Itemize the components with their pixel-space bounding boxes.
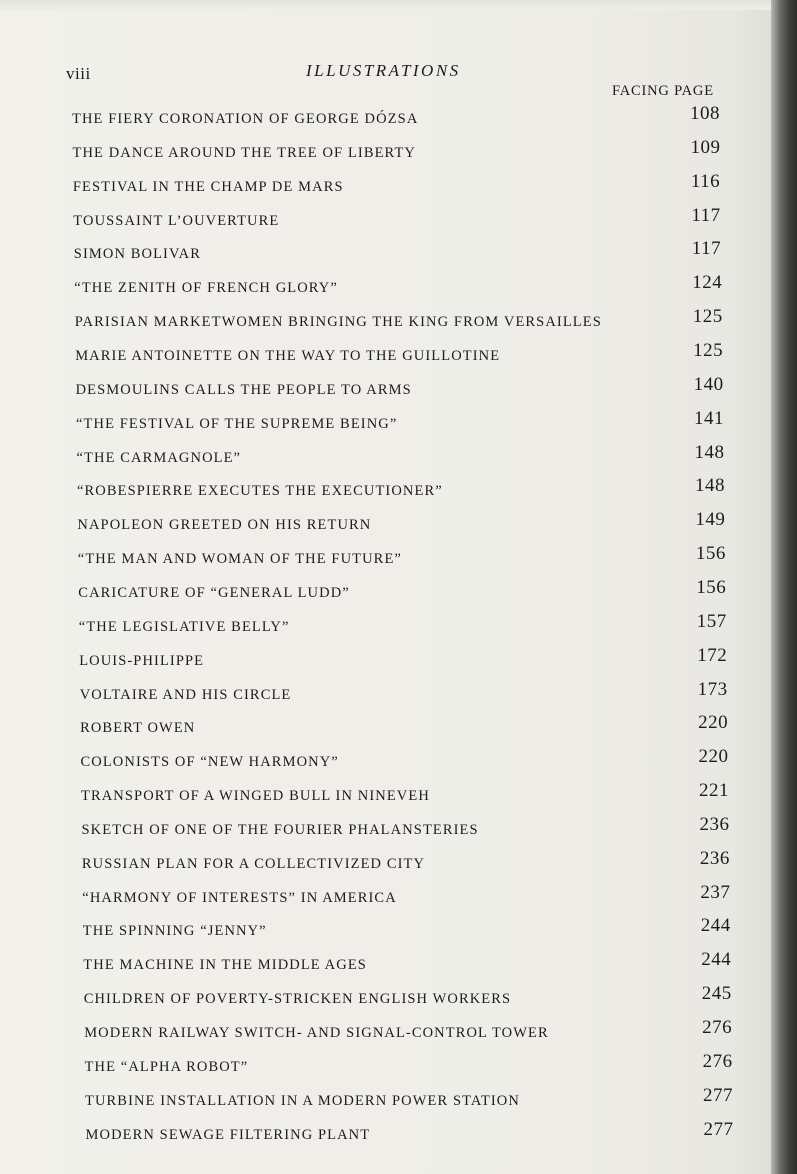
illustration-title: CHILDREN OF POVERTY-STRICKEN ENGLISH WORKERS [83,991,512,1008]
illustration-title: TRANSPORT OF A WINGED BULL IN NINEVEH [81,788,430,804]
facing-page-number: 109 [690,136,721,158]
facing-page-number: 245 [701,983,732,1005]
illustration-title: TURBINE INSTALLATION IN A MODERN POWER STATION [85,1092,520,1109]
facing-page-number: 237 [700,881,731,903]
illustration-title: CARICATURE OF “GENERAL LUDD” [78,584,350,601]
illustration-title: NAPOLEON GREETED ON HIS RETURN [77,517,372,534]
list-item [0,340,771,372]
list-item [0,915,771,947]
list-item [0,204,771,237]
illustration-title: MODERN RAILWAY SWITCH- AND SIGNAL-CONTROL TOWER [84,1025,549,1041]
facing-page-number: 236 [699,813,730,835]
illustration-title: THE MACHINE IN THE MIDDLE AGES [83,957,367,974]
list-item [0,983,771,1015]
illustration-title: “THE MAN AND WOMAN OF THE FUTURE” [77,551,402,567]
illustration-title: THE SPINNING “JENNY” [82,923,267,940]
facing-page-number: 108 [690,103,720,124]
facing-page-number: 276 [702,1050,733,1072]
illustration-title: LOUIS-PHILIPPE [79,652,205,669]
list-item [0,136,771,169]
illustration-title: “THE CARMAGNOLE” [76,449,242,466]
facing-page-number: 276 [702,1017,733,1038]
list-item [0,1118,771,1151]
book-binding-edge [771,0,797,1174]
list-item [0,170,771,203]
illustration-title: MODERN SEWAGE FILTERING PLANT [85,1126,371,1143]
facing-page-number: 220 [698,746,729,768]
illustration-title: COLONISTS OF “NEW HARMONY” [80,754,339,771]
facing-page-label: FACING PAGE [612,83,714,99]
facing-page-number: 117 [691,238,722,260]
facing-page-number: 156 [695,543,726,564]
facing-page-number: 277 [703,1084,733,1106]
illustration-title: “THE ZENITH OF FRENCH GLORY” [74,280,338,297]
facing-page-number: 173 [697,678,728,700]
facing-page-number: 117 [691,204,721,226]
list-item [0,610,771,643]
illustration-title: RUSSIAN PLAN FOR A COLLECTIVIZED CITY [81,855,426,872]
facing-page-number: 140 [693,373,724,395]
list-item [0,881,771,914]
illustration-title: DESMOULINS CALLS THE PEOPLE TO ARMS [75,381,412,398]
list-item [0,813,771,846]
facing-page-number: 157 [696,610,727,632]
list-item [0,238,771,270]
list-item [0,746,771,778]
list-item [0,678,771,711]
facing-page-number: 277 [703,1118,734,1140]
facing-page-number: 148 [695,475,725,497]
running-head: ILLUSTRATIONS [306,61,461,80]
illustration-title: TOUSSAINT L’OUVERTURE [73,212,280,229]
list-item [0,441,771,474]
facing-page-number: 141 [694,407,724,429]
facing-page-number: 125 [693,340,724,361]
illustration-title: ROBERT OWEN [80,720,196,737]
illustration-title: FESTIVAL IN THE CHAMP DE MARS [72,178,344,195]
list-item [0,475,771,507]
illustration-title: THE DANCE AROUND THE TREE OF LIBERTY [72,144,416,161]
list-item [0,847,771,880]
list-item [0,1050,771,1083]
list-item [0,644,771,677]
list-item [0,306,771,338]
illustration-title: “THE LEGISLATIVE BELLY” [78,618,290,635]
illustration-title: “THE FESTIVAL OF THE SUPREME BEING” [76,415,398,432]
illustration-title: THE FIERY CORONATION OF GEORGE DÓZSA [72,111,419,127]
illustration-title: VOLTAIRE AND HIS CIRCLE [79,686,292,703]
list-item [0,509,771,541]
list-item [0,543,771,575]
illustration-title: THE “ALPHA ROBOT” [84,1058,249,1075]
list-item [0,373,771,406]
page-number: viii [66,64,91,83]
list-item [0,712,771,744]
facing-page-number: 244 [701,949,732,971]
facing-page-number: 156 [696,576,727,598]
facing-page-number: 125 [692,306,723,328]
illustration-title: SIMON BOLIVAR [73,246,202,263]
list-item [0,1084,771,1117]
list-item [0,1017,771,1049]
list-item [0,949,771,981]
illustration-title: MARIE ANTOINETTE ON THE WAY TO THE GUILLOTINE [75,348,501,364]
list-item [0,272,771,304]
illustration-title: SKETCH OF ONE OF THE FOURIER PHALANSTERIES [81,821,479,838]
list-item [0,576,771,609]
facing-page-number: 172 [697,644,728,666]
illustration-title: “ROBESPIERRE EXECUTES THE EXECUTIONER” [77,483,443,500]
list-item [0,103,771,135]
facing-page-number: 149 [695,509,726,531]
facing-page-number: 244 [700,915,731,937]
facing-page-number: 148 [694,441,725,463]
facing-page-number: 124 [692,272,723,294]
illustration-title: “HARMONY OF INTERESTS” IN AMERICA [82,889,397,906]
facing-page-number: 220 [698,712,729,734]
facing-page-number: 236 [699,847,730,869]
list-item [0,407,771,440]
list-item [0,780,771,812]
facing-page-number: 116 [690,170,721,192]
illustration-title: PARISIAN MARKETWOMEN BRINGING THE KING FROM VERSAILLES [74,314,602,331]
facing-page-number: 221 [699,780,729,801]
